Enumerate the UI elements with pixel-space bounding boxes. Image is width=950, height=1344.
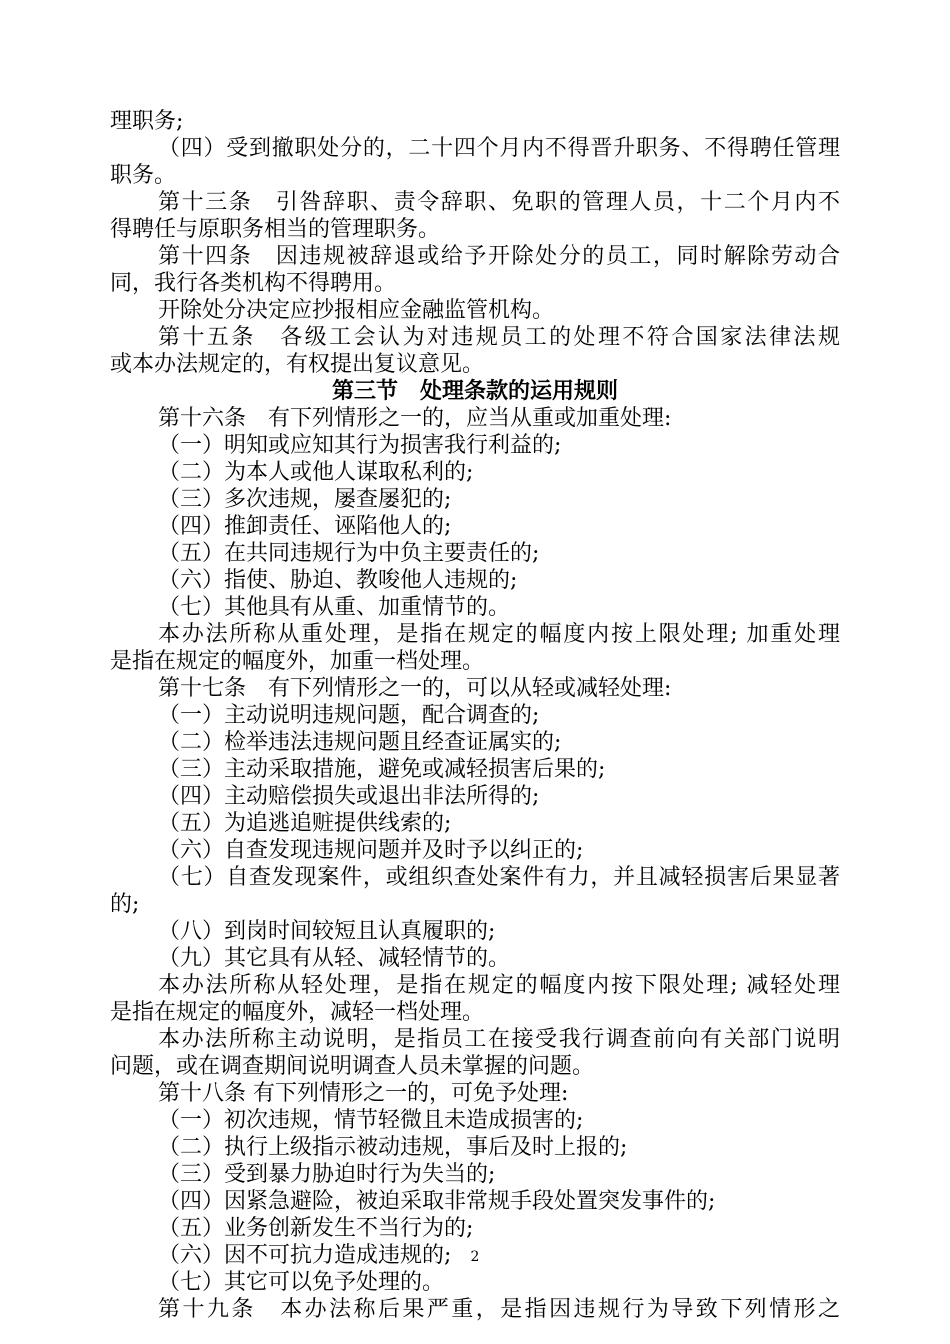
text-line: 得聘任与原职务相当的管理职务。 [110,217,441,242]
text-line: 第十七条 有下列情形之一的，可以从轻或减轻处理: [158,676,672,701]
text-line: 第十九条 本办法称后果严重，是指因违规行为导致下列情形之 [158,1297,840,1322]
list-item: （六）因不可抗力造成违规的; [158,1243,452,1268]
list-item: （七）其它可以免予处理的。 [158,1270,445,1295]
text-line: 第十五条 各级工会认为对违规员工的处理不符合国家法律法规 [158,325,840,350]
list-item: （八）到岗时间较短且认真履职的; [158,919,496,944]
text-line: 是指在规定的幅度外，减轻一档处理。 [110,1000,485,1025]
list-item: （四）主动赔偿损失或退出非法所得的; [158,784,540,809]
text-line: 本办法所称主动说明，是指员工在接受我行调查前向有关部门说明 [158,1027,840,1052]
list-item: （二）检举违法违规问题且经查证属实的; [158,730,562,755]
list-item: （七）其他具有从重、加重情节的。 [158,595,511,620]
list-item: （三）多次违规，屡查屡犯的; [158,487,452,512]
text-line: （四）受到撤职处分的，二十四个月内不得晋升职务、不得聘任管理 [158,136,840,161]
text-line: 的; [110,892,140,917]
list-item: （三）受到暴力胁迫时行为失当的; [158,1162,496,1187]
list-item: （一）初次违规，情节轻微且未造成损害的; [158,1108,584,1133]
list-item: （三）主动采取措施，避免或减轻损害后果的; [158,757,606,782]
list-item: （五）在共同违规行为中负主要责任的; [158,541,540,566]
list-item: （七）自查发现案件，或组织查处案件有力，并且减轻损害后果显著 [158,865,840,890]
text-line: 本办法所称从重处理，是指在规定的幅度内按上限处理; 加重处理 [158,622,840,647]
list-item: （一）明知或应知其行为损害我行利益的; [158,433,562,458]
text-line: 同，我行各类机构不得聘用。 [110,271,397,296]
list-item: （五）为追逃追赃提供线索的; [158,811,452,836]
text-line: 第十八条 有下列情形之一的，可免予处理: [158,1081,569,1106]
list-item: （六）自查发现违规问题并及时予以纠正的; [158,838,584,863]
list-item: （一）主动说明违规问题，配合调查的; [158,703,540,728]
list-item: （六）指使、胁迫、教唆他人违规的; [158,568,518,593]
list-item: （二）为本人或他人谋取私利的; [158,460,474,485]
text-line: 问题，或在调查期间说明调查人员未掌握的问题。 [110,1054,595,1079]
list-item: （五）业务创新发生不当行为的; [158,1216,474,1241]
section-heading: 第三节 处理条款的运用规则 [331,379,618,404]
list-item: （九）其它具有从轻、减轻情节的。 [158,946,511,971]
list-item: （四）推卸责任、诬陷他人的; [158,514,452,539]
text-line: 是指在规定的幅度外，加重一档处理。 [110,649,485,674]
text-line: 第十六条 有下列情形之一的，应当从重或加重处理: [158,406,672,431]
page-number: 2 [470,1249,480,1265]
list-item: （四）因紧急避险，被迫采取非常规手段处置突发事件的; [158,1189,716,1214]
text-line: 开除处分决定应抄报相应金融监管机构。 [158,298,555,323]
document-body [110,108,840,1323]
text-line: 理职务; [110,109,184,134]
list-item: （二）执行上级指示被动违规，事后及时上报的; [158,1135,628,1160]
text-line: 本办法所称从轻处理，是指在规定的幅度内按下限处理; 减轻处理 [158,973,840,998]
text-line: 第十三条 引咎辞职、责令辞职、免职的管理人员，十二个月内不 [158,190,840,215]
text-line: 或本办法规定的，有权提出复议意见。 [110,352,485,377]
text-line: 第十四条 因违规被辞退或给予开除处分的员工，同时解除劳动合 [158,244,840,269]
text-line: 职务。 [110,163,177,188]
